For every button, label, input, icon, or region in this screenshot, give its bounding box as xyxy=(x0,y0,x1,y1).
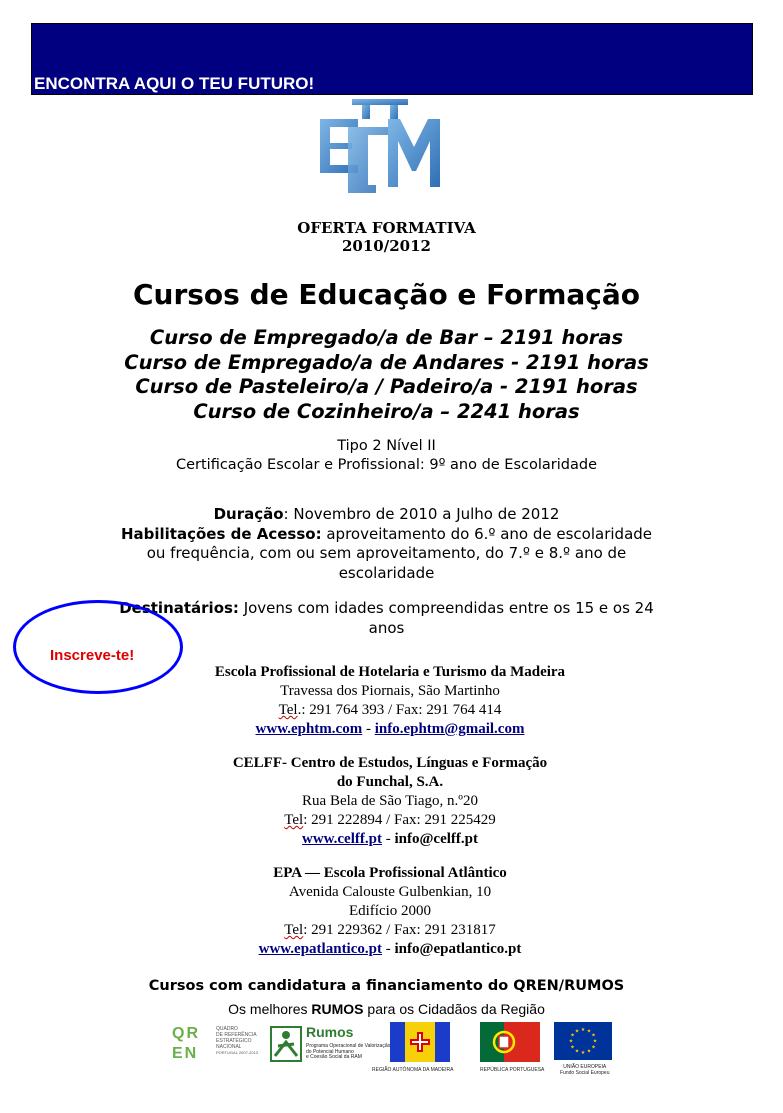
tel-label: Tel xyxy=(284,812,304,828)
school-address: Edifício 2000 xyxy=(348,903,432,919)
qren-letters: QREN xyxy=(172,1025,200,1062)
madeira-caption: REGIÃO AUTÓNOMA DA MADEIRA xyxy=(372,1067,454,1073)
course-item: Curso de Cozinheiro/a – 2241 horas xyxy=(193,399,580,423)
sponsor-logos xyxy=(170,1020,615,1080)
svg-text:★: ★ xyxy=(580,1027,586,1033)
portugal-flag-icon xyxy=(480,1022,540,1062)
header-banner xyxy=(31,23,753,95)
course-list xyxy=(0,326,773,424)
school-name: EPA — Escola Profissional Atlântico xyxy=(273,865,507,881)
school-contacts: www.celff.pt - info@celff.pt xyxy=(301,831,478,847)
school-phone: Tel.: 291 764 393 / Fax: 291 764 414 xyxy=(278,702,502,718)
course-item: Curso de Empregado/a de Bar – 2191 horas xyxy=(149,326,624,349)
school-phone: Tel: 291 229362 / Fax: 291 231817 xyxy=(284,922,496,938)
email-link[interactable]: info.ephtm@gmail.com xyxy=(374,721,525,737)
rumos-name: Rumos xyxy=(306,1024,354,1040)
schools-list xyxy=(180,663,600,974)
website-link[interactable]: www.ephtm.com xyxy=(255,721,363,737)
tagline: Os melhores RUMOS para os Cidadãos da Região xyxy=(228,1001,545,1017)
svg-text:★: ★ xyxy=(570,1032,575,1039)
course-item: Curso de Pasteleiro/a / Padeiro/a - 2191 horas xyxy=(135,375,638,398)
svg-text:★: ★ xyxy=(574,1048,580,1055)
svg-text:★: ★ xyxy=(568,1038,574,1045)
tel-label: Tel xyxy=(284,922,304,938)
school-contacts: www.ephtm.com - info.ephtm@gmail.com xyxy=(255,721,525,737)
svg-text:★: ★ xyxy=(580,1050,586,1056)
rumos-figure-icon xyxy=(270,1026,302,1062)
offer-years: 2010/2012 xyxy=(342,237,431,255)
svg-text:★: ★ xyxy=(574,1028,580,1035)
madeira-flag-icon xyxy=(390,1022,450,1062)
rumos-logo: Rumos Programa Operacional de Valorização do Potencial Humano e Coesão Social da RAM xyxy=(270,1024,378,1068)
duration-label: Duração xyxy=(213,505,284,523)
funding-note: Cursos com candidatura a financiamento do QREN/RUMOS xyxy=(148,978,625,994)
svg-text:★: ★ xyxy=(586,1028,592,1035)
svg-text:★: ★ xyxy=(591,1044,596,1051)
svg-text:★: ★ xyxy=(591,1032,596,1039)
qren-logo: QREN QUADRO DE REFERÊNCIA ESTRATÉGICO NACIONAL PORTUGAL 2007-2013 xyxy=(172,1025,259,1062)
school-name: do Funchal, S.A. xyxy=(336,774,444,790)
svg-text:★: ★ xyxy=(570,1044,575,1051)
target-value: Jovens com idades compreendidas entre os 15 e os 24 anos xyxy=(238,599,654,637)
tel-label: Tel xyxy=(278,702,298,718)
school-phone: Tel: 291 222894 / Fax: 291 225429 xyxy=(284,812,496,828)
signup-callout: Inscreve-te! xyxy=(50,647,135,664)
eu-flag-icon xyxy=(554,1022,612,1060)
school-contacts: www.epatlantico.pt - info@epatlantico.pt xyxy=(258,941,522,957)
svg-text:★: ★ xyxy=(586,1048,592,1055)
school-celff xyxy=(180,754,600,849)
email-text: info@epatlantico.pt xyxy=(394,941,522,957)
main-title: Cursos de Educação e Formação xyxy=(132,278,641,311)
school-name: CELFF- Centro de Estudos, Línguas e Formação xyxy=(232,755,548,771)
access-label: Habilitações de Acesso: xyxy=(120,524,322,543)
level-info xyxy=(0,437,773,475)
eu-caption: UNIÃO EUROPEIA Fundo Social Europeu xyxy=(560,1064,610,1076)
offer-heading xyxy=(0,219,773,255)
portugal-caption: REPÚBLICA PORTUGUESA xyxy=(480,1067,545,1073)
ephtm-logo xyxy=(318,97,442,195)
access-value: aproveitamento do 6.º ano de escolaridade ou frequência, com ou sem aproveitamento, do 7.º e 8.º ano de escolaridade xyxy=(146,524,653,582)
school-address: Avenida Calouste Gulbenkian, 10 xyxy=(288,884,492,900)
school-address: Rua Bela de São Tiago, n.º20 xyxy=(302,793,478,809)
school-name: Escola Profissional de Hotelaria e Turismo da Madeira xyxy=(214,664,566,680)
school-ephtm xyxy=(180,663,600,739)
certification: Certificação Escolar e Profissional: 9º ano de Escolaridade xyxy=(175,457,597,473)
email-text: info@celff.pt xyxy=(394,831,478,847)
svg-text:★: ★ xyxy=(592,1038,598,1045)
tagline-bold: RUMOS xyxy=(311,1001,364,1017)
banner-slogan: ENCONTRA AQUI O TEU FUTURO! xyxy=(34,74,315,93)
level-type: Tipo 2 Nível II xyxy=(337,438,436,454)
duration-value: : Novembro de 2010 a Julho de 2012 xyxy=(283,505,560,523)
offer-title: OFERTA FORMATIVA xyxy=(297,219,476,237)
course-item: Curso de Empregado/a de Andares - 2191 horas xyxy=(124,350,649,374)
school-epa xyxy=(180,864,600,959)
website-link[interactable]: www.epatlantico.pt xyxy=(258,941,382,957)
school-address: Travessa dos Piornais, São Martinho xyxy=(280,683,500,699)
website-link[interactable]: www.celff.pt xyxy=(301,831,382,847)
target-label: Destinatários: xyxy=(119,599,239,617)
